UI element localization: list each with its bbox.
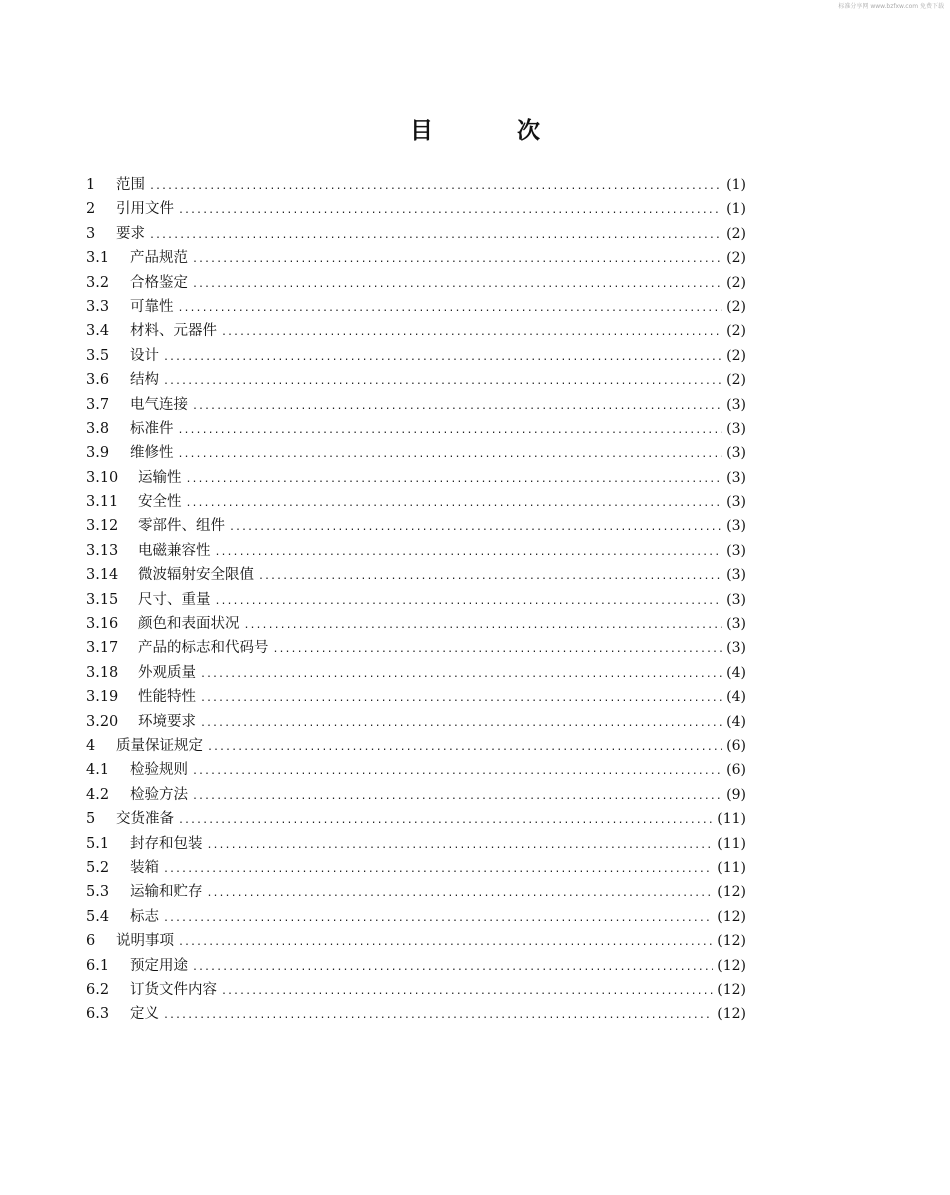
toc-entry-number: 6.3 [86,1006,110,1023]
toc-dot-leader [163,370,722,394]
toc-entry[interactable] [86,466,746,490]
toc-entry-page: (3) [726,567,746,584]
toc-entry-number: 3.12 [86,518,119,535]
toc-entry-page: (2) [726,298,746,315]
toc-entry[interactable] [86,661,746,685]
toc-dot-leader [207,834,714,858]
toc-dot-leader [192,248,722,272]
toc-entry[interactable] [86,539,746,563]
toc-dot-leader [200,712,722,736]
toc-entry-label: 装箱 [130,859,159,876]
toc-entry[interactable] [86,1002,746,1026]
toc-entry-label: 产品的标志和代码号 [138,640,269,657]
toc-entry-label: 材料、元器件 [130,323,217,340]
toc-dot-leader [192,785,722,809]
toc-entry-label: 要求 [116,225,145,242]
toc-dot-leader [163,907,713,931]
toc-entry-label: 设计 [130,347,159,364]
toc-dot-leader [192,760,722,784]
toc-dot-leader [192,956,713,980]
toc-entry-page: (3) [726,469,746,486]
toc-entry-number: 4.1 [86,762,110,779]
toc-dot-leader [163,858,713,882]
toc-dot-leader [221,980,713,1004]
toc-entry[interactable] [86,710,746,734]
watermark-text: 标准分享网 www.bzfxw.com 免费下载 [838,3,944,10]
toc-entry-number: 3.9 [86,445,110,462]
title-char-left: 目 [410,117,433,144]
toc-entry[interactable] [86,222,746,246]
toc-entry-number: 3.13 [86,542,119,559]
toc-entry-number: 4 [86,737,96,754]
toc-entry-label: 零部件、组件 [138,518,225,535]
toc-entry-page: (3) [726,518,746,535]
toc-dot-leader [207,736,722,760]
toc-entry-number: 6 [86,933,96,950]
toc-dot-leader [244,614,723,638]
toc-entry-number: 3.14 [86,567,119,584]
toc-entry-number: 3.20 [86,713,119,730]
toc-dot-leader [258,565,722,589]
toc-entry[interactable] [86,856,746,880]
toc-entry-label: 预定用途 [130,957,188,974]
toc-entry-page: (12) [717,908,746,925]
toc-entry-number: 3.3 [86,298,110,315]
toc-entry-label: 微波辐射安全限值 [138,567,254,584]
toc-entry[interactable] [86,807,746,831]
toc-entry-page: (6) [726,737,746,754]
toc-entry-label: 交货准备 [116,811,174,828]
toc-entry-label: 运输性 [138,469,182,486]
toc-entry-label: 电磁兼容性 [138,542,211,559]
toc-dot-leader [186,492,723,516]
toc-entry-number: 3.4 [86,323,110,340]
toc-entry-number: 3.15 [86,591,119,608]
toc-entry-label: 标志 [130,908,159,925]
toc-entry[interactable] [86,197,746,221]
toc-dot-leader [207,882,714,906]
toc-entry-page: (3) [726,542,746,559]
toc-entry-number: 3.5 [86,347,110,364]
toc-entry-page: (2) [726,250,746,267]
toc-entry-page: (11) [717,859,746,876]
toc-entry[interactable] [86,734,746,758]
toc-entry-page: (12) [717,933,746,950]
toc-entry-number: 5 [86,811,96,828]
toc-entry-number: 3.10 [86,469,119,486]
toc-entry-number: 3.1 [86,250,110,267]
toc-entry-label: 合格鉴定 [130,274,188,291]
toc-entry-page: (3) [726,494,746,511]
toc-entry-page: (2) [726,347,746,364]
toc-dot-leader [163,1004,713,1028]
toc-entry[interactable] [86,880,746,904]
toc-entry[interactable] [86,588,746,612]
toc-entry-page: (1) [726,201,746,218]
toc-entry-label: 说明事项 [116,933,174,950]
toc-entry-page: (2) [726,274,746,291]
toc-entry-number: 3.7 [86,396,110,413]
toc-entry-page: (1) [726,177,746,193]
toc-entry-label: 运输和贮存 [130,884,203,901]
toc-entry-label: 定义 [130,1006,159,1023]
toc-entry-number: 3.16 [86,616,119,633]
toc-entry-number: 6.2 [86,981,110,998]
toc-entry-page: (4) [726,689,746,706]
toc-entry[interactable] [86,344,746,368]
toc-entry-number: 3.6 [86,372,110,389]
toc-entry-number: 3.2 [86,274,110,291]
toc-entry-page: (12) [717,957,746,974]
toc-entry-number: 2 [86,201,96,218]
toc-entry[interactable] [86,978,746,1002]
toc-entry-number: 3 [86,225,96,242]
toc-dot-leader [163,346,722,370]
toc-dot-leader [192,273,722,297]
toc-entry-number: 5.3 [86,884,110,901]
toc-entry[interactable] [86,514,746,538]
toc-entry-page: (3) [726,616,746,633]
toc-entry-page: (2) [726,372,746,389]
toc-dot-leader [149,224,722,248]
toc-entry[interactable] [86,368,746,392]
toc-entry-label: 标准件 [130,420,174,437]
toc-dot-leader [200,663,722,687]
toc-entry-page: (3) [726,591,746,608]
toc-dot-leader [221,321,722,345]
toc-entry-page: (2) [726,323,746,340]
toc-dot-leader [273,638,723,662]
toc-entry[interactable] [86,490,746,514]
toc-entry[interactable] [86,832,746,856]
toc-entry-label: 订货文件内容 [130,981,217,998]
toc-entry-label: 封存和包装 [130,835,203,852]
toc-entry-label: 安全性 [138,494,182,511]
toc-entry-page: (6) [726,762,746,779]
toc-entry-label: 环境要求 [138,713,196,730]
toc-dot-leader [215,590,723,614]
toc-entry[interactable] [86,758,746,782]
table-of-contents [86,173,746,1027]
toc-entry-page: (4) [726,713,746,730]
toc-entry-page: (11) [717,811,746,828]
toc-entry-number: 4.2 [86,786,110,803]
toc-dot-leader [178,809,713,833]
toc-entry-page: (12) [717,1006,746,1023]
toc-entry-page: (9) [726,786,746,803]
toc-dot-leader [178,443,723,467]
toc-entry-label: 引用文件 [116,201,174,218]
toc-entry-page: (3) [726,396,746,413]
toc-dot-leader [229,516,722,540]
toc-entry-label: 性能特性 [138,689,196,706]
toc-entry[interactable] [86,954,746,978]
toc-dot-leader [178,199,722,223]
toc-entry[interactable] [86,295,746,319]
toc-entry-label: 外观质量 [138,664,196,681]
toc-entry-page: (2) [726,225,746,242]
toc-entry-page: (12) [717,981,746,998]
toc-entry-page: (3) [726,445,746,462]
toc-dot-leader [178,297,723,321]
toc-dot-leader [178,931,713,955]
title-char-right: 次 [517,117,540,144]
toc-entry[interactable] [86,612,746,636]
toc-dot-leader [215,541,723,565]
toc-entry-number: 3.11 [86,494,119,511]
toc-dot-leader [178,419,723,443]
toc-entry-page: (4) [726,664,746,681]
toc-entry-number: 3.17 [86,640,119,657]
toc-entry-page: (12) [717,884,746,901]
toc-entry[interactable] [86,173,746,197]
toc-entry[interactable] [86,929,746,953]
toc-entry-number: 3.8 [86,420,110,437]
toc-entry-label: 颜色和表面状况 [138,616,240,633]
toc-entry[interactable] [86,563,746,587]
toc-entry[interactable] [86,905,746,929]
toc-entry-page: (11) [717,835,746,852]
toc-entry[interactable] [86,417,746,441]
toc-dot-leader [149,175,722,199]
toc-dot-leader [200,687,722,711]
toc-entry-label: 维修性 [130,445,174,462]
toc-entry-number: 5.2 [86,859,110,876]
toc-entry-number: 3.18 [86,664,119,681]
toc-entry-label: 检验规则 [130,762,188,779]
toc-entry-label: 质量保证规定 [116,737,203,754]
toc-entry-number: 3.19 [86,689,119,706]
page-title [0,112,950,145]
toc-entry[interactable] [86,393,746,417]
toc-entry-label: 可靠性 [130,298,174,315]
toc-entry-number: 6.1 [86,957,110,974]
toc-entry-page: (3) [726,420,746,437]
toc-entry-label: 范围 [116,177,145,193]
toc-entry-label: 产品规范 [130,250,188,267]
toc-entry-label: 检验方法 [130,786,188,803]
toc-entry-label: 尺寸、重量 [138,591,211,608]
toc-dot-leader [192,395,722,419]
toc-entry[interactable] [86,271,746,295]
toc-entry[interactable] [86,319,746,343]
toc-entry-label: 电气连接 [130,396,188,413]
toc-entry[interactable] [86,441,746,465]
toc-entry[interactable] [86,636,746,660]
toc-entry-label: 结构 [130,372,159,389]
toc-entry[interactable] [86,783,746,807]
toc-dot-leader [186,468,723,492]
toc-entry[interactable] [86,246,746,270]
toc-entry-number: 5.1 [86,835,110,852]
toc-entry-page: (3) [726,640,746,657]
toc-entry[interactable] [86,685,746,709]
toc-entry-number: 1 [86,177,96,193]
toc-entry-number: 5.4 [86,908,110,925]
